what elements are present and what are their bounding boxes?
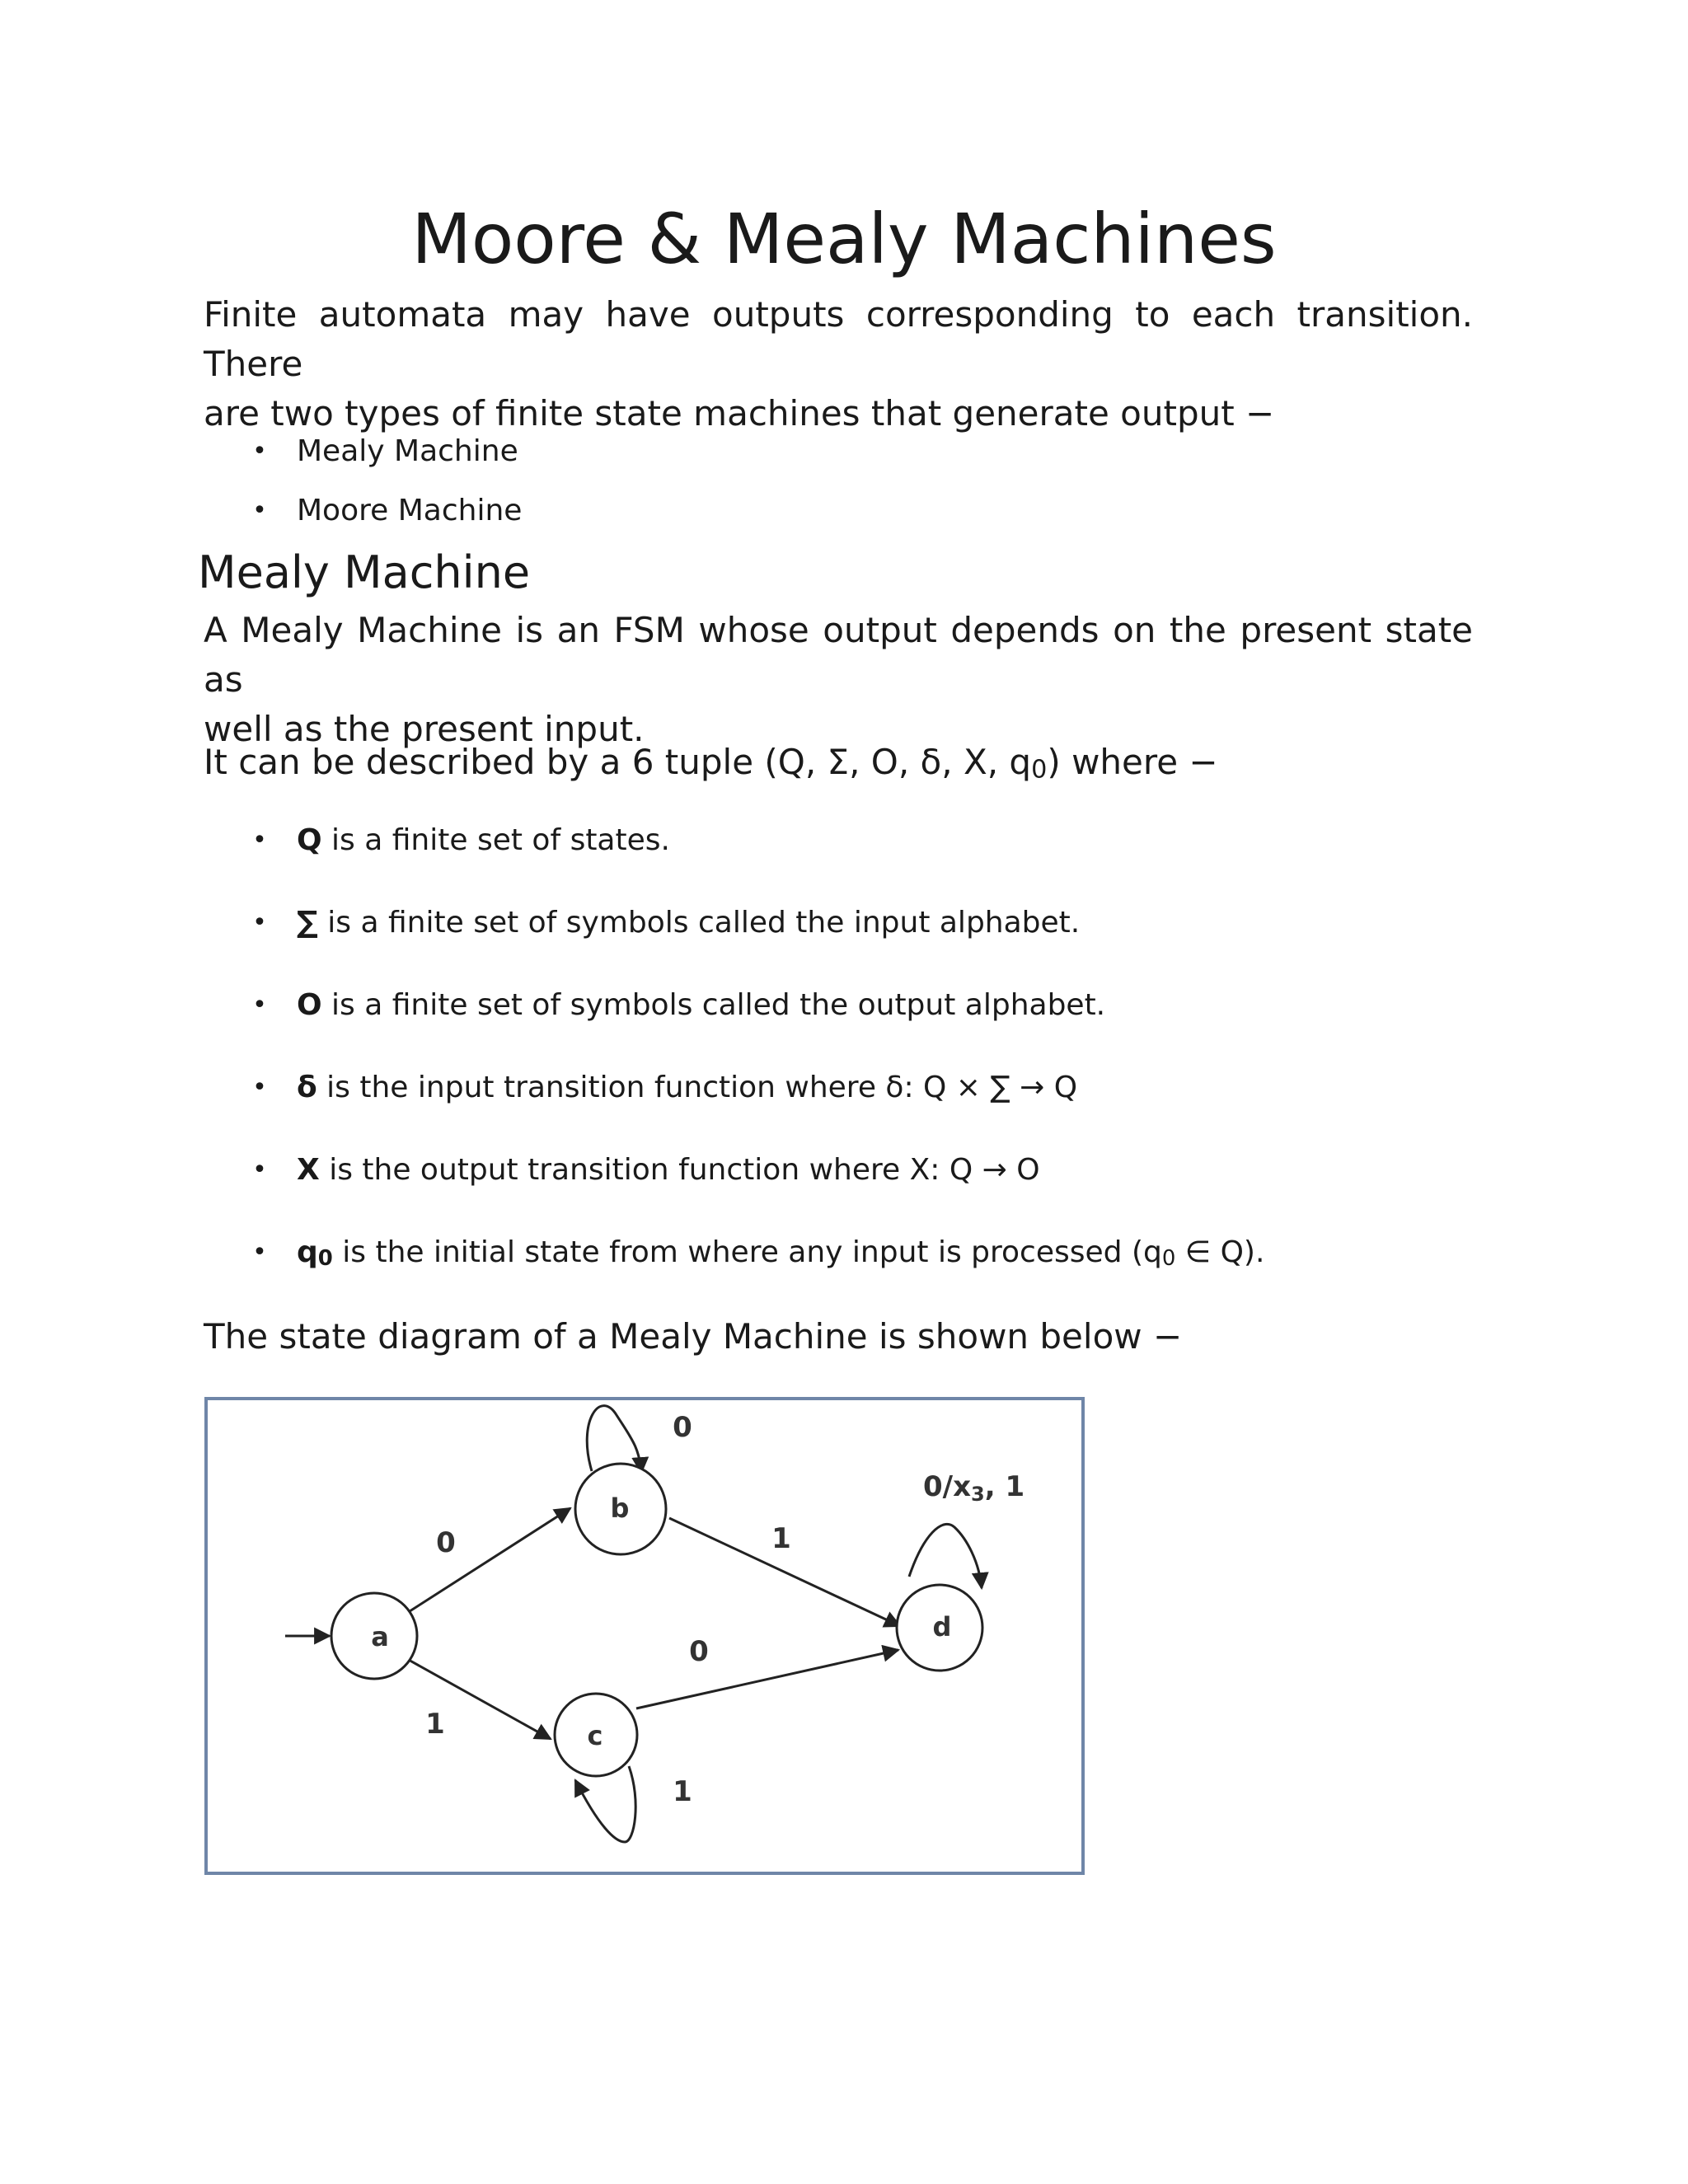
bullet-dot: •: [252, 1155, 267, 1184]
state-a-label: a: [371, 1621, 389, 1652]
tuple-text-end: ) where −: [1047, 742, 1218, 782]
term: ∑: [297, 906, 318, 940]
intro-line-2: are two types of finite state machines that generate output −: [204, 393, 1275, 434]
bullet-dot: •: [252, 1073, 267, 1102]
term-desc: is the initial state from where any input is processed (q: [332, 1235, 1162, 1269]
definition-line-2: well as the present input.: [204, 709, 645, 749]
definition-line-1: A Mealy Machine is an FSM whose output depends on the present state as: [204, 610, 1473, 700]
edge-label-a-b: 0: [436, 1526, 456, 1559]
term-desc: is the input transition function where δ: Q × ∑ → Q: [316, 1071, 1078, 1104]
edge-label-b-d: 1: [771, 1522, 791, 1555]
section-heading: Mealy Machine: [198, 546, 531, 598]
state-b-label: b: [610, 1493, 630, 1524]
bullet-dot: •: [252, 908, 267, 937]
term: δ: [297, 1071, 317, 1104]
edge-label-a-c: 1: [425, 1708, 445, 1741]
edge-label-c-loop: 1: [673, 1775, 692, 1808]
list-item-label: Mealy Machine: [297, 434, 518, 468]
state-d-label: d: [932, 1611, 952, 1643]
term-desc: is a finite set of symbols called the input alphabet.: [317, 906, 1081, 940]
edge-label-c-d: 0: [689, 1635, 709, 1668]
bullet-dot: •: [252, 437, 267, 466]
intro-paragraph: [204, 290, 1473, 438]
edge-label-b-loop: 0: [673, 1411, 692, 1444]
term-desc: is a finite set of states.: [321, 823, 670, 857]
bullet-dot: •: [252, 496, 267, 525]
term-desc: is the output transition function where X: Q → O: [319, 1153, 1040, 1187]
list-item-label: Moore Machine: [297, 494, 523, 527]
state-c-label: c: [587, 1720, 603, 1751]
edge-label-d-loop: 0/x3, 1: [923, 1470, 1025, 1506]
bullet-dot: •: [252, 826, 267, 855]
tuple-subscript: 0: [1031, 755, 1048, 785]
diagram-intro: The state diagram of a Mealy Machine is shown below −: [204, 1316, 1183, 1357]
definition-paragraph: [204, 606, 1473, 754]
term-desc: is a finite set of symbols called the output alphabet.: [321, 988, 1106, 1022]
term: Q: [297, 823, 322, 857]
bullet-dot: •: [252, 1238, 267, 1267]
term: X: [297, 1153, 320, 1187]
page-title: Moore & Mealy Machines: [411, 199, 1277, 279]
tuple-text: It can be described by a 6 tuple (Q, Σ, O, δ, X, q: [204, 742, 1032, 782]
mealy-state-diagram: [204, 1397, 1086, 1875]
bullet-dot: •: [252, 991, 267, 1019]
tuple-sentence: [204, 738, 1218, 795]
term: O: [297, 988, 322, 1022]
term: q0: [297, 1235, 333, 1271]
intro-line-1: Finite automata may have outputs corresponding to each transition. There: [204, 294, 1473, 384]
